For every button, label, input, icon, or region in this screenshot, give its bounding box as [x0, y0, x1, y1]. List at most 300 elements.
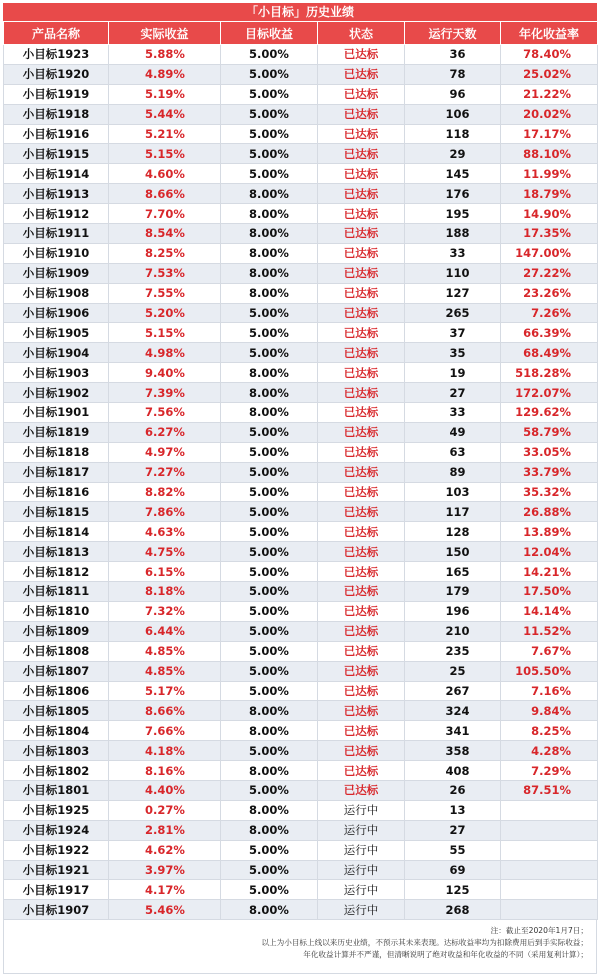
cell-annualized-return: 17.35% — [501, 224, 598, 244]
cell-status: 已达标 — [318, 542, 405, 562]
table-row — [4, 403, 598, 423]
cell-product-name: 小目标1802 — [4, 761, 109, 781]
cell-run-days: 27 — [405, 383, 501, 403]
cell-target-return: 5.00% — [221, 582, 318, 602]
cell-target-return: 5.00% — [221, 741, 318, 761]
cell-run-days: 341 — [405, 721, 501, 741]
cell-actual-return: 7.86% — [109, 502, 221, 522]
cell-run-days: 408 — [405, 761, 501, 781]
cell-actual-return: 4.18% — [109, 741, 221, 761]
performance-table-container — [3, 3, 597, 974]
table-title: 「小目标」历史业绩 — [3, 3, 597, 21]
cell-actual-return: 5.21% — [109, 124, 221, 144]
cell-run-days: 27 — [405, 820, 501, 840]
cell-status: 已达标 — [318, 164, 405, 184]
table-row — [4, 840, 598, 860]
cell-target-return: 5.00% — [221, 422, 318, 442]
table-row — [4, 721, 598, 741]
table-row — [4, 124, 598, 144]
table-row — [4, 363, 598, 383]
cell-status: 已达标 — [318, 761, 405, 781]
cell-target-return: 5.00% — [221, 164, 318, 184]
cell-actual-return: 4.75% — [109, 542, 221, 562]
cell-run-days: 188 — [405, 224, 501, 244]
cell-actual-return: 0.27% — [109, 800, 221, 820]
table-row — [4, 84, 598, 104]
cell-status: 已达标 — [318, 661, 405, 681]
cell-actual-return: 4.98% — [109, 343, 221, 363]
cell-status: 已达标 — [318, 243, 405, 263]
table-row — [4, 422, 598, 442]
cell-product-name: 小目标1901 — [4, 403, 109, 423]
cell-annualized-return: 4.28% — [501, 741, 598, 761]
cell-run-days: 265 — [405, 303, 501, 323]
cell-product-name: 小目标1808 — [4, 641, 109, 661]
cell-target-return: 5.00% — [221, 880, 318, 900]
cell-annualized-return — [501, 800, 598, 820]
table-row — [4, 542, 598, 562]
cell-actual-return: 6.44% — [109, 621, 221, 641]
header-target-return: 目标收益 — [221, 22, 318, 45]
cell-actual-return: 8.18% — [109, 582, 221, 602]
cell-product-name: 小目标1809 — [4, 621, 109, 641]
cell-product-name: 小目标1923 — [4, 45, 109, 65]
cell-run-days: 150 — [405, 542, 501, 562]
cell-actual-return: 6.27% — [109, 422, 221, 442]
cell-status: 已达标 — [318, 562, 405, 582]
cell-actual-return: 5.15% — [109, 144, 221, 164]
cell-target-return: 5.00% — [221, 303, 318, 323]
table-row — [4, 343, 598, 363]
cell-target-return: 5.00% — [221, 45, 318, 65]
cell-product-name: 小目标1806 — [4, 681, 109, 701]
cell-status: 已达标 — [318, 224, 405, 244]
cell-actual-return: 7.39% — [109, 383, 221, 403]
cell-annualized-return: 12.04% — [501, 542, 598, 562]
footnote-line: 以上为小目标上线以来历史业绩，不预示其未来表现。达标收益率均为扣除费用后到手实际收益； — [261, 938, 588, 948]
cell-target-return: 8.00% — [221, 721, 318, 741]
cell-actual-return: 8.82% — [109, 482, 221, 502]
table-row — [4, 522, 598, 542]
cell-annualized-return: 18.79% — [501, 184, 598, 204]
cell-annualized-return: 25.02% — [501, 64, 598, 84]
cell-status: 已达标 — [318, 741, 405, 761]
cell-target-return: 8.00% — [221, 383, 318, 403]
cell-product-name: 小目标1920 — [4, 64, 109, 84]
cell-target-return: 8.00% — [221, 403, 318, 423]
cell-annualized-return: 13.89% — [501, 522, 598, 542]
cell-status: 已达标 — [318, 641, 405, 661]
cell-actual-return: 4.17% — [109, 880, 221, 900]
cell-product-name: 小目标1925 — [4, 800, 109, 820]
cell-actual-return: 2.81% — [109, 820, 221, 840]
cell-run-days: 145 — [405, 164, 501, 184]
cell-target-return: 8.00% — [221, 820, 318, 840]
cell-status: 已达标 — [318, 64, 405, 84]
cell-run-days: 165 — [405, 562, 501, 582]
cell-target-return: 5.00% — [221, 661, 318, 681]
cell-annualized-return: 105.50% — [501, 661, 598, 681]
cell-annualized-return: 8.25% — [501, 721, 598, 741]
cell-actual-return: 4.40% — [109, 780, 221, 800]
cell-target-return: 5.00% — [221, 601, 318, 621]
cell-actual-return: 3.97% — [109, 860, 221, 880]
footnote-line: 注：截止至2020年1月7日； — [490, 926, 588, 936]
cell-annualized-return: 26.88% — [501, 502, 598, 522]
cell-product-name: 小目标1819 — [4, 422, 109, 442]
cell-run-days: 25 — [405, 661, 501, 681]
cell-product-name: 小目标1805 — [4, 701, 109, 721]
cell-actual-return: 4.62% — [109, 840, 221, 860]
cell-product-name: 小目标1813 — [4, 542, 109, 562]
cell-run-days: 324 — [405, 701, 501, 721]
header-annualized-return: 年化收益率 — [501, 22, 598, 45]
header-actual-return: 实际收益 — [109, 22, 221, 45]
table-row — [4, 641, 598, 661]
footnote — [3, 920, 597, 974]
cell-actual-return: 5.88% — [109, 45, 221, 65]
cell-annualized-return: 14.14% — [501, 601, 598, 621]
cell-annualized-return: 21.22% — [501, 84, 598, 104]
cell-product-name: 小目标1812 — [4, 562, 109, 582]
cell-product-name: 小目标1815 — [4, 502, 109, 522]
cell-status: 已达标 — [318, 721, 405, 741]
cell-run-days: 13 — [405, 800, 501, 820]
cell-actual-return: 8.54% — [109, 224, 221, 244]
cell-product-name: 小目标1804 — [4, 721, 109, 741]
cell-annualized-return: 20.02% — [501, 104, 598, 124]
cell-product-name: 小目标1905 — [4, 323, 109, 343]
cell-product-name: 小目标1919 — [4, 84, 109, 104]
cell-status: 已达标 — [318, 780, 405, 800]
cell-actual-return: 7.70% — [109, 204, 221, 224]
cell-annualized-return: 11.99% — [501, 164, 598, 184]
cell-status: 已达标 — [318, 582, 405, 602]
cell-status: 运行中 — [318, 860, 405, 880]
cell-run-days: 63 — [405, 442, 501, 462]
cell-actual-return: 4.97% — [109, 442, 221, 462]
cell-target-return: 8.00% — [221, 701, 318, 721]
table-row — [4, 820, 598, 840]
cell-run-days: 128 — [405, 522, 501, 542]
cell-run-days: 196 — [405, 601, 501, 621]
cell-run-days: 268 — [405, 900, 501, 920]
table-row — [4, 224, 598, 244]
cell-annualized-return: 7.29% — [501, 761, 598, 781]
cell-status: 已达标 — [318, 442, 405, 462]
cell-product-name: 小目标1803 — [4, 741, 109, 761]
cell-product-name: 小目标1915 — [4, 144, 109, 164]
cell-status: 已达标 — [318, 84, 405, 104]
cell-status: 已达标 — [318, 124, 405, 144]
cell-run-days: 29 — [405, 144, 501, 164]
cell-status: 已达标 — [318, 482, 405, 502]
cell-status: 已达标 — [318, 104, 405, 124]
cell-run-days: 89 — [405, 462, 501, 482]
cell-annualized-return — [501, 880, 598, 900]
cell-target-return: 8.00% — [221, 224, 318, 244]
cell-annualized-return — [501, 820, 598, 840]
cell-run-days: 103 — [405, 482, 501, 502]
cell-actual-return: 7.56% — [109, 403, 221, 423]
table-row — [4, 323, 598, 343]
cell-target-return: 5.00% — [221, 681, 318, 701]
table-row — [4, 621, 598, 641]
cell-annualized-return: 88.10% — [501, 144, 598, 164]
table-row — [4, 880, 598, 900]
cell-run-days: 176 — [405, 184, 501, 204]
cell-target-return: 8.00% — [221, 900, 318, 920]
cell-annualized-return: 14.90% — [501, 204, 598, 224]
cell-status: 已达标 — [318, 45, 405, 65]
table-row — [4, 800, 598, 820]
cell-product-name: 小目标1807 — [4, 661, 109, 681]
table-row — [4, 741, 598, 761]
cell-product-name: 小目标1913 — [4, 184, 109, 204]
cell-run-days: 19 — [405, 363, 501, 383]
cell-target-return: 5.00% — [221, 860, 318, 880]
cell-run-days: 179 — [405, 582, 501, 602]
cell-status: 已达标 — [318, 621, 405, 641]
cell-actual-return: 5.19% — [109, 84, 221, 104]
cell-product-name: 小目标1924 — [4, 820, 109, 840]
cell-product-name: 小目标1902 — [4, 383, 109, 403]
cell-status: 已达标 — [318, 422, 405, 442]
cell-run-days: 49 — [405, 422, 501, 442]
cell-actual-return: 4.63% — [109, 522, 221, 542]
cell-actual-return: 8.16% — [109, 761, 221, 781]
cell-target-return: 5.00% — [221, 840, 318, 860]
table-row — [4, 601, 598, 621]
cell-target-return: 5.00% — [221, 502, 318, 522]
cell-actual-return: 7.53% — [109, 263, 221, 283]
cell-actual-return: 8.25% — [109, 243, 221, 263]
cell-status: 已达标 — [318, 383, 405, 403]
cell-product-name: 小目标1916 — [4, 124, 109, 144]
cell-annualized-return: 172.07% — [501, 383, 598, 403]
table-row — [4, 502, 598, 522]
table-row — [4, 243, 598, 263]
cell-annualized-return: 7.16% — [501, 681, 598, 701]
cell-target-return: 8.00% — [221, 761, 318, 781]
table-row — [4, 900, 598, 920]
cell-annualized-return: 11.52% — [501, 621, 598, 641]
cell-run-days: 106 — [405, 104, 501, 124]
cell-target-return: 5.00% — [221, 144, 318, 164]
cell-status: 已达标 — [318, 184, 405, 204]
cell-run-days: 33 — [405, 243, 501, 263]
table-row — [4, 761, 598, 781]
cell-status: 已达标 — [318, 144, 405, 164]
cell-run-days: 267 — [405, 681, 501, 701]
cell-run-days: 36 — [405, 45, 501, 65]
cell-annualized-return: 518.28% — [501, 363, 598, 383]
cell-actual-return: 4.85% — [109, 661, 221, 681]
cell-run-days: 110 — [405, 263, 501, 283]
table-row — [4, 582, 598, 602]
cell-annualized-return: 87.51% — [501, 780, 598, 800]
header-status: 状态 — [318, 22, 405, 45]
cell-product-name: 小目标1912 — [4, 204, 109, 224]
table-row — [4, 204, 598, 224]
cell-status: 运行中 — [318, 880, 405, 900]
table-row — [4, 562, 598, 582]
table-row — [4, 283, 598, 303]
cell-status: 已达标 — [318, 462, 405, 482]
cell-annualized-return: 68.49% — [501, 343, 598, 363]
cell-run-days: 78 — [405, 64, 501, 84]
header-run-days: 运行天数 — [405, 22, 501, 45]
cell-annualized-return: 23.26% — [501, 283, 598, 303]
table-row — [4, 303, 598, 323]
cell-annualized-return: 35.32% — [501, 482, 598, 502]
cell-actual-return: 5.20% — [109, 303, 221, 323]
cell-status: 已达标 — [318, 403, 405, 423]
cell-product-name: 小目标1921 — [4, 860, 109, 880]
cell-product-name: 小目标1811 — [4, 582, 109, 602]
cell-status: 已达标 — [318, 303, 405, 323]
cell-actual-return: 6.15% — [109, 562, 221, 582]
cell-status: 已达标 — [318, 522, 405, 542]
cell-run-days: 96 — [405, 84, 501, 104]
cell-run-days: 37 — [405, 323, 501, 343]
cell-actual-return: 7.66% — [109, 721, 221, 741]
table-row — [4, 164, 598, 184]
cell-annualized-return — [501, 860, 598, 880]
cell-run-days: 35 — [405, 343, 501, 363]
cell-product-name: 小目标1810 — [4, 601, 109, 621]
cell-target-return: 5.00% — [221, 482, 318, 502]
cell-status: 已达标 — [318, 263, 405, 283]
cell-annualized-return: 58.79% — [501, 422, 598, 442]
cell-product-name: 小目标1910 — [4, 243, 109, 263]
cell-target-return: 5.00% — [221, 323, 318, 343]
cell-annualized-return: 147.00% — [501, 243, 598, 263]
table-row — [4, 482, 598, 502]
cell-product-name: 小目标1814 — [4, 522, 109, 542]
cell-product-name: 小目标1801 — [4, 780, 109, 800]
cell-run-days: 26 — [405, 780, 501, 800]
cell-target-return: 8.00% — [221, 263, 318, 283]
cell-annualized-return: 129.62% — [501, 403, 598, 423]
cell-annualized-return — [501, 840, 598, 860]
cell-status: 已达标 — [318, 681, 405, 701]
table-row — [4, 263, 598, 283]
cell-target-return: 5.00% — [221, 462, 318, 482]
table-row — [4, 860, 598, 880]
table-row — [4, 462, 598, 482]
cell-status: 已达标 — [318, 701, 405, 721]
cell-target-return: 5.00% — [221, 562, 318, 582]
cell-target-return: 5.00% — [221, 124, 318, 144]
table-row — [4, 661, 598, 681]
cell-run-days: 33 — [405, 403, 501, 423]
cell-run-days: 125 — [405, 880, 501, 900]
cell-target-return: 5.00% — [221, 84, 318, 104]
table-body — [4, 45, 598, 920]
cell-target-return: 8.00% — [221, 283, 318, 303]
cell-target-return: 5.00% — [221, 343, 318, 363]
cell-actual-return: 5.44% — [109, 104, 221, 124]
cell-product-name: 小目标1918 — [4, 104, 109, 124]
cell-product-name: 小目标1903 — [4, 363, 109, 383]
cell-actual-return: 8.66% — [109, 701, 221, 721]
cell-actual-return: 7.55% — [109, 283, 221, 303]
cell-annualized-return: 33.79% — [501, 462, 598, 482]
cell-product-name: 小目标1906 — [4, 303, 109, 323]
cell-target-return: 5.00% — [221, 780, 318, 800]
cell-product-name: 小目标1904 — [4, 343, 109, 363]
cell-actual-return: 5.15% — [109, 323, 221, 343]
cell-annualized-return: 78.40% — [501, 45, 598, 65]
cell-annualized-return — [501, 900, 598, 920]
cell-target-return: 5.00% — [221, 621, 318, 641]
cell-run-days: 118 — [405, 124, 501, 144]
cell-status: 已达标 — [318, 204, 405, 224]
cell-annualized-return: 17.17% — [501, 124, 598, 144]
table-row — [4, 45, 598, 65]
table-row — [4, 144, 598, 164]
cell-target-return: 8.00% — [221, 243, 318, 263]
table-row — [4, 442, 598, 462]
cell-target-return: 8.00% — [221, 800, 318, 820]
cell-target-return: 8.00% — [221, 184, 318, 204]
cell-product-name: 小目标1908 — [4, 283, 109, 303]
cell-status: 已达标 — [318, 363, 405, 383]
cell-product-name: 小目标1917 — [4, 880, 109, 900]
cell-actual-return: 4.89% — [109, 64, 221, 84]
cell-status: 已达标 — [318, 343, 405, 363]
cell-target-return: 5.00% — [221, 522, 318, 542]
table-header-row — [4, 22, 598, 45]
cell-product-name: 小目标1911 — [4, 224, 109, 244]
cell-product-name: 小目标1909 — [4, 263, 109, 283]
cell-run-days: 117 — [405, 502, 501, 522]
cell-actual-return: 8.66% — [109, 184, 221, 204]
cell-product-name: 小目标1922 — [4, 840, 109, 860]
cell-actual-return: 4.60% — [109, 164, 221, 184]
table-row — [4, 104, 598, 124]
cell-status: 已达标 — [318, 283, 405, 303]
footnote-line: 年化收益计算并不严谨，但清晰说明了绝对收益和年化收益的不同（采用复利计算）； — [303, 950, 588, 960]
cell-actual-return: 9.40% — [109, 363, 221, 383]
cell-run-days: 210 — [405, 621, 501, 641]
cell-target-return: 8.00% — [221, 363, 318, 383]
performance-table — [3, 21, 598, 920]
cell-status: 已达标 — [318, 601, 405, 621]
cell-annualized-return: 7.26% — [501, 303, 598, 323]
cell-product-name: 小目标1818 — [4, 442, 109, 462]
cell-actual-return: 5.17% — [109, 681, 221, 701]
cell-target-return: 8.00% — [221, 204, 318, 224]
cell-run-days: 358 — [405, 741, 501, 761]
cell-run-days: 195 — [405, 204, 501, 224]
cell-target-return: 5.00% — [221, 641, 318, 661]
cell-run-days: 235 — [405, 641, 501, 661]
cell-actual-return: 7.32% — [109, 601, 221, 621]
cell-annualized-return: 17.50% — [501, 582, 598, 602]
cell-product-name: 小目标1914 — [4, 164, 109, 184]
cell-run-days: 127 — [405, 283, 501, 303]
cell-actual-return: 4.85% — [109, 641, 221, 661]
cell-status: 运行中 — [318, 840, 405, 860]
cell-annualized-return: 7.67% — [501, 641, 598, 661]
cell-status: 运行中 — [318, 900, 405, 920]
cell-product-name: 小目标1907 — [4, 900, 109, 920]
cell-target-return: 5.00% — [221, 64, 318, 84]
cell-annualized-return: 9.84% — [501, 701, 598, 721]
cell-target-return: 5.00% — [221, 442, 318, 462]
